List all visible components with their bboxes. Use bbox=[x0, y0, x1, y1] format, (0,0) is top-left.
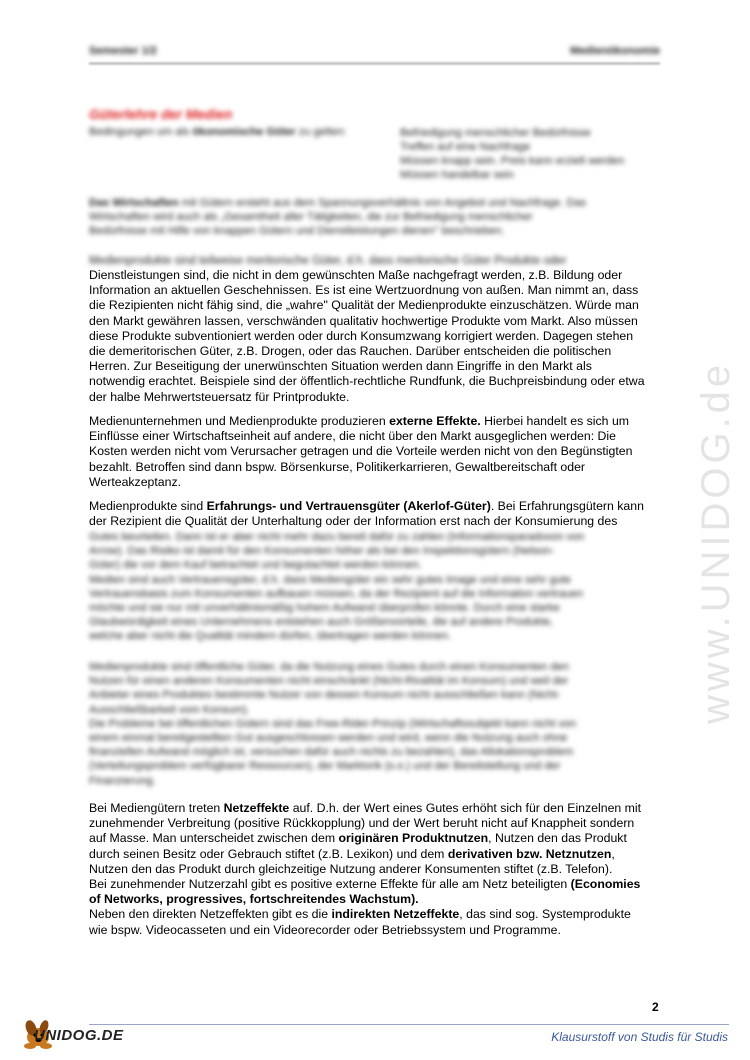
condition-item: Müssen knapp sein. Preis kann erzielt werden bbox=[400, 155, 625, 167]
merit-blurred-line: Medienprodukte sind teilweise meritorische Güter, d.h. dass meritorische Güter Produkte oder bbox=[89, 255, 567, 267]
conditions-intro: Bedingungen um als ökonomische Güter zu gelten: bbox=[89, 126, 347, 138]
condition-item: Befriedigung menschlicher Bedürfnisse bbox=[400, 127, 591, 139]
public-goods-blurred: Medienprodukte sind öffentliche Güter, da die Nutzung eines Gutes durch einen Konsumenten den Nutzen für einen anderen Konsumenten nicht einschränkt (Nicht-Rivalität im Konsum) und weil der Anbieter eines Produktes bestimmte Nutzer von dessen Konsum nicht ausschließen kann (Nicht- Ausschließbarkeit vom Konsum). Die Probleme bei öffentlichen Gütern sind das Free-Rider-Prinzip (Wirtschaftssubjekt kann nicht von einem einmal bereitgestellten Gut ausgeschlossen werden und wird, wenn die Nutzung auch ohne finanziellen Aufwand möglich ist, versuchen dafür auch nichts zu bezahlen), das Allokationsproblem (Verteilungsproblem verfügbarer Ressourcen), der Marktorik (s.o.) und der Bereitstellung und der Finanzierung. bbox=[89, 661, 577, 787]
header-semester: Semester 1/2 bbox=[89, 45, 157, 57]
logo-text: UNIDOG.DE bbox=[34, 1027, 124, 1044]
header-divider bbox=[89, 63, 660, 64]
watermark: www.UNIDOG.de bbox=[694, 360, 738, 724]
section-title: Güterlehre der Medien bbox=[89, 107, 233, 122]
experience-goods-paragraph: Medienprodukte sind Erfahrungs- und Vertrauensgüter (Akerlof-Güter). Bei Erfahrungsgütern kann der Rezipient die Qualität der Unterhaltung oder der Information erst nach der Konsumierung des bbox=[89, 499, 644, 529]
condition-item: Müssen handelbar sein bbox=[400, 169, 514, 181]
intro-paragraph: Das Wirtschaften mit Gütern ersteht aus dem Spannungsverhältnis von Angebot und Nachfrage. Das Wirtschaften wird auch als „Gesamtheit aller Tätigkeiten, die zur Befriedigung menschlicher Bedürfnisse mit Hilfe von knappen Gütern und Dienstleistungen dienen" beschrieben. bbox=[89, 197, 587, 238]
experience-goods-blurred: Gutes beurteilen. Dann ist er aber nicht mehr dazu bereit dafür zu zahlen (Informationsparadoxon von Arrow). Das Risiko ist damit für den Konsumenten höher als bei den Inspektionsgütern (Nelson- Güter) die vor dem Kauf betrachtet und begutachtet werden können. Medien sind auch Vertrauensgüter, d.h. dass Mediengüter ein sehr gutes Image und eine sehr gute Vertrauensbasis zum Konsumenten aufbauen müssen, da der Rezipient auf die Information vertrauen möchte und sie nur mit unverhältnismäßig hohem Aufwand überprüfen könnte. Durch eine starke Glaubwürdigkeit eines Unternehmens entstehen auch Größenvorteile, die auf andere Produkte, welche aber nicht die Qualität mindern dürfen, übertragen werden können. bbox=[89, 531, 585, 643]
conditions-list bbox=[400, 126, 624, 182]
condition-item: Treffen auf eine Nachfrage bbox=[400, 141, 531, 153]
footer-divider bbox=[89, 1024, 729, 1025]
header-course: Medienökonomie bbox=[570, 45, 660, 57]
page-number: 2 bbox=[652, 1000, 659, 1014]
external-effects-paragraph: Medienunternehmen und Medienprodukte produzieren externe Effekte. Hierbei handelt es sich um Einflüsse einer Wirtschaftseinheit auf andere, die nicht über den Markt ausgeglichen werden: Die Kosten werden nicht vom Verursacher getragen und die Vorteile werden nicht von den Begünstigten bezahlt. Betroffen sind dann bspw. Börsenkurse, Politikerkarrieren, Gewaltbereitschaft oder Werteakzeptanz. bbox=[89, 414, 633, 489]
network-effects-paragraph: Bei Mediengütern treten Netzeffekte auf. D.h. der Wert eines Gutes erhöht sich für den Einzelnen mit zunehmender Verbreitung (positive Rückkopplung) und der Wert beruht nicht auf Knappheit sondern auf Masse. Man unterscheidet zwischen dem originären Produktnutzen, Nutzen den das Produkt durch seinen Besitz oder Gebrauch stiftet (z.B. Lexikon) und dem derivativen bzw. Netznutzen, Nutzen den das Produkt durch gleichzeitige Nutzung anderer Konsumenten stiftet (z.B. Telefon). Bei zunehmender Nutzerzahl gibt es positive externe Effekte für alle am Netz beteiligten (Economies of Networks, progressives, fortschreitendes Wachstum). Neben den direkten Netzeffekten gibt es die indirekten Netzeffekte, das sind sog. Systemprodukte wie bspw. Videocasseten und ein Videorecorder oder Betriebssystem und Programme. bbox=[89, 801, 642, 937]
footer-tagline: Klausurstoff von Studis für Studis bbox=[551, 1030, 728, 1044]
merit-paragraph: Dienstleistungen sind, die nicht in dem gewünschten Maße nachgefragt werden, z.B. Bildung oder Information an aktuellen Geschehnissen. Es ist eine Wertzuordnung von außen. Man nimmt an, dass die Rezipienten nicht fähig sind, die „wahre" Qualität der Medienprodukte einzuschätzen. Würde man den Markt gewähren lassen, verschwänden qualitativ hochwertige Produkte vom Markt. Also müssen diese Produkte subventioniert werden oder durch Konsumzwang korrigiert werden. Dagegen stehen die demeritorischen Güter, z.B. Drogen, oder das Rauchen. Darüber entscheiden die politischen Herren. Zur Beseitigung der unerwünschten Situation werden dann Eingriffe in den Markt als notwendig erachtet. Beispiele sind der öffentlich-rechtliche Rundfunk, die Buchpreisbindung oder etwa der halbe Mehrwertsteuersatz für Printprodukte. bbox=[89, 268, 645, 404]
